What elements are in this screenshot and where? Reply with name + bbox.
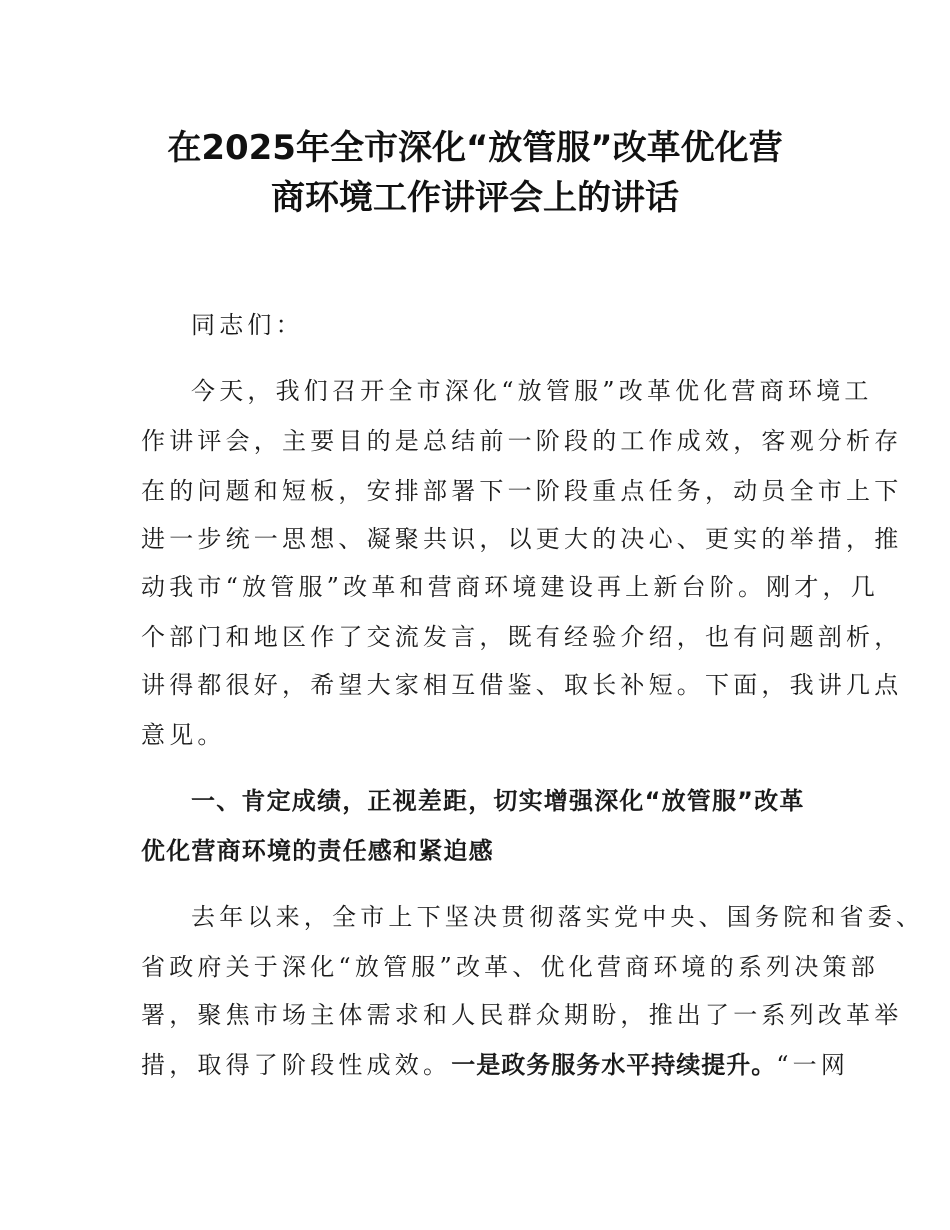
paragraph-line [141,1050,850,1080]
paragraph-line: 个部门和地区作了交流发言，既有经验介绍，也有问题剖析， [141,623,903,651]
salutation: 同志们： [191,311,304,339]
paragraph-line: 动我市“放管服”改革和营商环境建设再上新台阶。刚才，几 [141,573,879,601]
paragraph-text: 措，取得了阶段性成效。 [141,1051,452,1079]
paragraph-line: 署，聚焦市场主体需求和人民群众期盼，推出了一系列改革举 [141,1001,903,1029]
paragraph-line: 作讲评会，主要目的是总结前一阶段的工作成效，客观分析存 [141,427,903,455]
section-heading-line: 一、肯定成绩，正视差距，切实增强深化“放管服”改革 [191,787,805,815]
paragraph-line: 去年以来，全市上下坚决贯彻落实党中央、国务院和省委、 [191,903,925,931]
bold-emphasis: 一是政务服务水平持续提升。 [451,1051,777,1079]
paragraph-line: 在的问题和短板，安排部署下一阶段重点任务，动员全市上下 [141,477,903,505]
paragraph-line: 省政府关于深化“放管服”改革、优化营商环境的系列决策部 [141,953,879,981]
section-heading-line: 优化营商环境的责任感和紧迫感 [141,837,494,865]
document-title-line-1: 在2025年全市深化“放管服”改革优化营 [167,128,783,168]
paragraph-line: 意见。 [141,721,226,749]
document-title-line-2: 商环境工作讲评会上的讲话 [271,178,679,218]
paragraph-text: “一网 [776,1051,850,1079]
paragraph-line: 今天，我们召开全市深化“放管服”改革优化营商环境工 [191,377,873,405]
paragraph-line: 讲得都很好，希望大家相互借鉴、取长补短。下面，我讲几点 [141,671,903,699]
paragraph-line: 进一步统一思想、凝聚共识，以更大的决心、更实的举措，推 [141,525,903,553]
